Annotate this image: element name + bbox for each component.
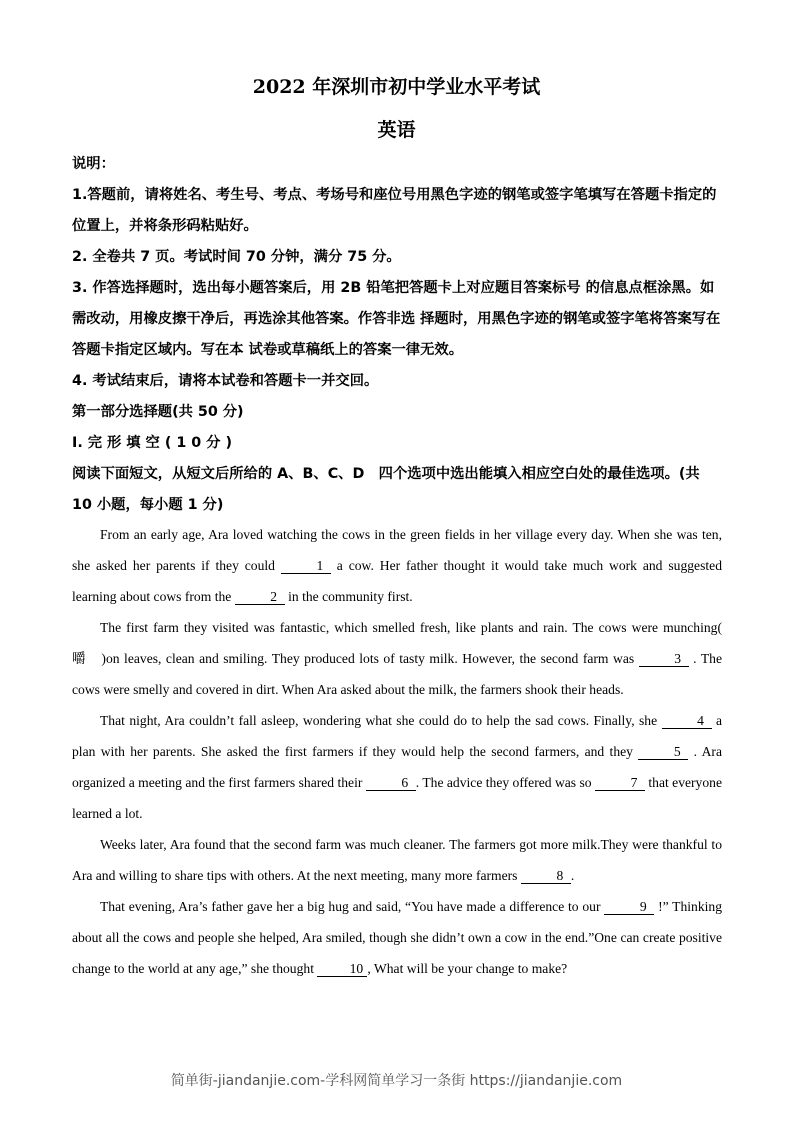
passage-text: , What will be your change to make?	[367, 961, 568, 976]
passage-paragraph-5	[72, 891, 722, 984]
blank-2: 2	[235, 590, 285, 605]
part-title: 第一部分选择题(共 50 分)	[72, 404, 244, 420]
blank-1: 1	[281, 559, 331, 574]
instruction-item-1: 1.答题前，请将姓名、考生号、考点、考场号和座位号用黑色字迹的钢笔或签字笔填写在答题卡指定的位置上，并将条形码粘贴好。	[72, 187, 717, 234]
passage-text: That night, Ara couldn’t fall asleep, wondering what she could do to help the sad cows. Finally, she	[100, 713, 662, 728]
passage-text: . The cows were smelly and covered in dirt. When Ara asked about the milk, the farmers shook their heads.	[72, 651, 722, 697]
exam-title: 2022 年深圳市初中学业水平考试	[252, 76, 541, 98]
blank-3: 3	[639, 652, 689, 667]
blank-7: 7	[595, 776, 645, 791]
blank-4: 4	[662, 714, 712, 729]
passage-text: . The advice they offered was so	[415, 775, 595, 790]
cloze-passage	[72, 519, 736, 984]
passage-text: a plan with her parents. She asked the first farmers if they would help the second farmers, and they	[72, 713, 722, 759]
instructions-block	[72, 149, 722, 521]
passage-text: That evening, Ara’s father gave her a big hug and said, “You have made a difference to our	[100, 899, 605, 914]
passage-text: that everyone learned a lot.	[72, 775, 722, 821]
passage-text: Weeks later, Ara found that the second farm was much cleaner. The farmers got more milk.They were thankful to Ara and willing to share tips with others. At the next meeting, many more farmers	[72, 837, 722, 883]
directions: 阅读下面短文，从短文后所给的 A、B、C、D 四个选项中选出能填入相应空白处的最佳选项。(共 10 小题，每小题 1 分)	[72, 466, 700, 513]
instruction-item-3: 3. 作答选择题时，选出每小题答案后，用 2B 铅笔把答题卡上对应题目答案标号 的信息点框涂黑。如需改动，用橡皮擦干净后，再选涂其他答案。作答非选 择题时，用黑色字迹的钢笔或签字笔将答案写在答题卡指定区域内。写在本 试卷或草稿纸上的答案一律无效。	[72, 280, 721, 358]
blank-5: 5	[638, 745, 688, 760]
passage-text: in the community first.	[284, 589, 413, 604]
subject-title: 英语	[377, 119, 416, 141]
blank-6: 6	[366, 776, 416, 791]
footer-watermark: 简单街-jiandanjie.com-学科网简单学习一条街 https://jiandanjie.com	[170, 1073, 623, 1089]
passage-text: a cow. Her father thought it would take much work and suggested learning about cows from the	[72, 558, 722, 604]
passage-paragraph-2	[72, 612, 736, 705]
blank-9: 9	[604, 900, 654, 915]
instruction-item-2: 2. 全卷共 7 页。考试时间 70 分钟，满分 75 分。	[72, 249, 401, 265]
passage-text: .	[570, 868, 575, 883]
passage-paragraph-1	[72, 519, 722, 612]
blank-10: 10	[317, 962, 367, 977]
section-title: I. 完 形 填 空 ( 1 0 分 )	[72, 435, 232, 451]
passage-text: The first farm they visited was fantastic, which smelled fresh, like plants and rain. The cows were munching( 嚼 )on leaves, clean and smiling. They produced lots of tasty milk. However, the second farm was	[72, 620, 736, 666]
passage-text: . Ara organized a meeting and the first farmers shared their	[72, 744, 722, 790]
passage-paragraph-4	[72, 829, 722, 891]
instructions-heading: 说明：	[72, 156, 115, 172]
passage-text: From an early age, Ara loved watching the cows in the green fields in her village every day. When she was ten, she asked her parents if they could	[72, 527, 722, 573]
blank-8: 8	[521, 869, 571, 884]
instruction-item-4: 4. 考试结束后，请将本试卷和答题卡一并交回。	[72, 373, 379, 389]
passage-paragraph-3	[72, 705, 722, 829]
passage-text: !” Thinking about all the cows and people she helped, Ara smiled, though she didn’t own a cow in the end.”One can create positive change to the world at any age,” she thought	[72, 899, 722, 976]
